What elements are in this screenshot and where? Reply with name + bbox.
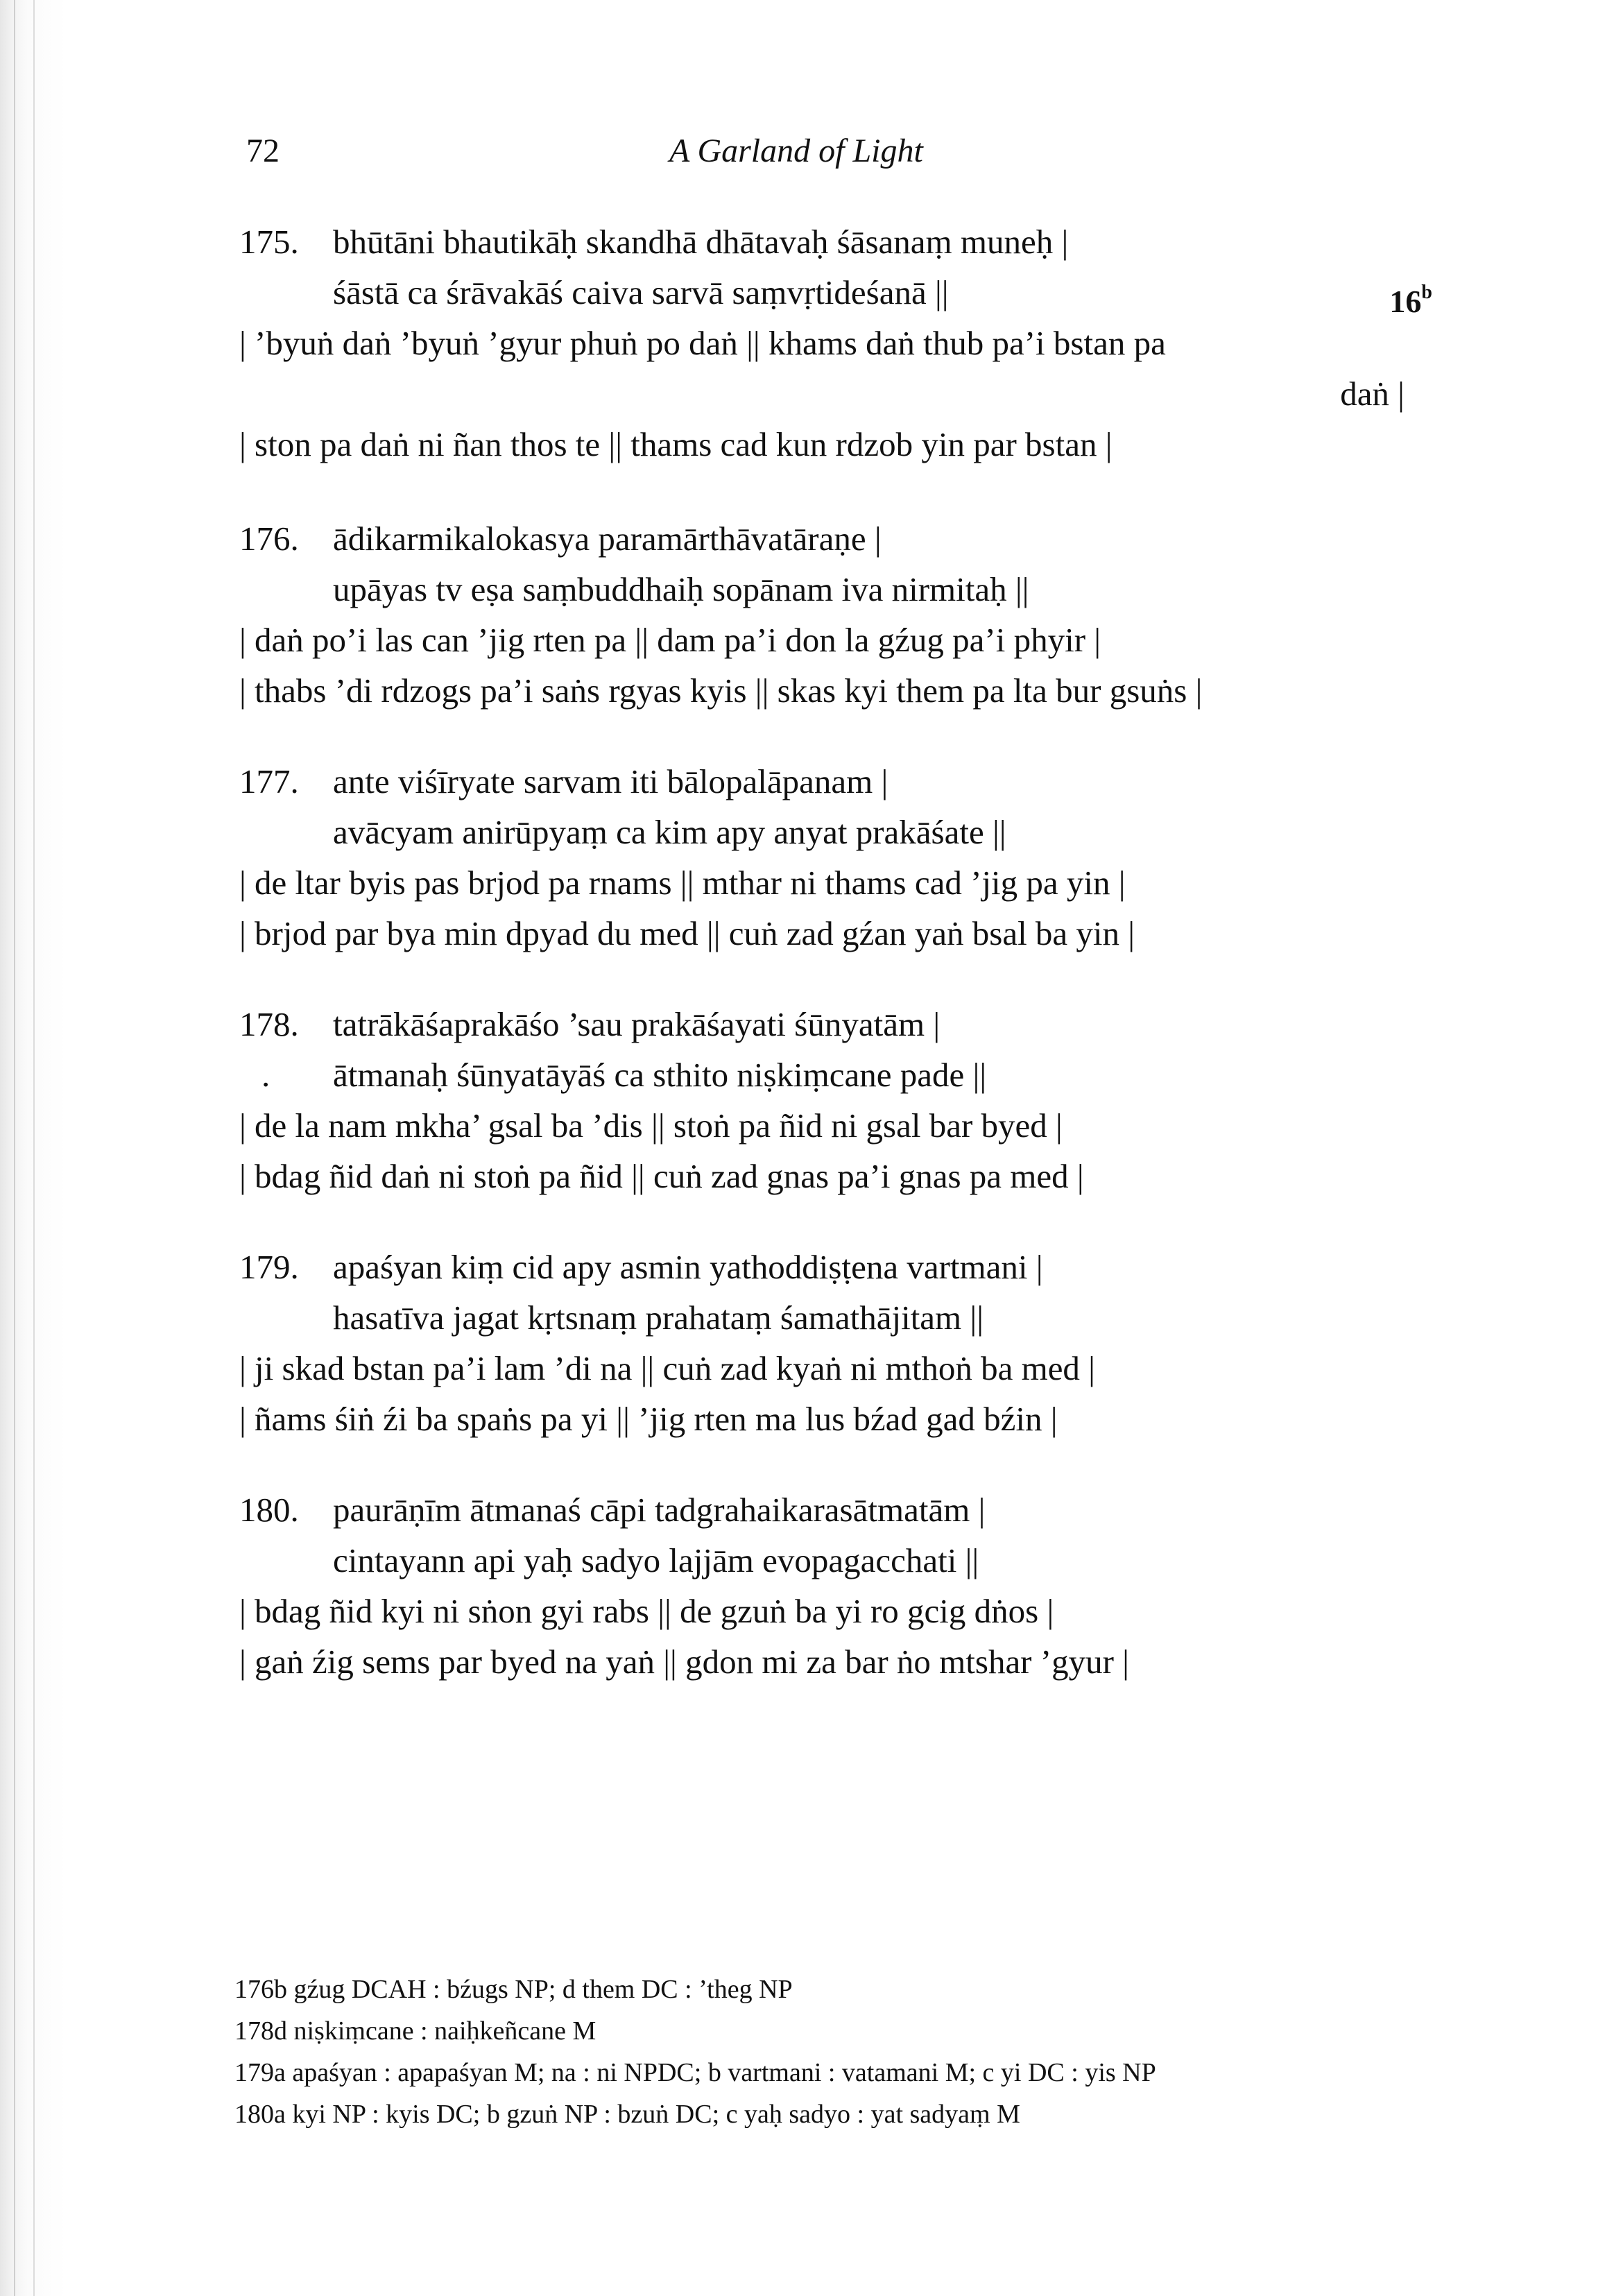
verse-text: | gaṅ źig sems par byed na yaṅ || gdon mi za bar ṅo mtshar ’gyur | — [239, 1643, 1129, 1681]
verse-text: | bdag ñid daṅ ni stoṅ pa ñid || cuṅ zad gnas pa’i gnas pa med | — [239, 1157, 1084, 1195]
verse-176 — [239, 513, 1432, 716]
verse-line — [239, 1636, 1432, 1687]
verse-text: śāstā ca śrāvakāś caiva sarvā saṃvṛtideśanā || — [333, 273, 949, 311]
verse-line — [239, 216, 1432, 267]
verse-line — [239, 1484, 1432, 1535]
verse-177 — [239, 756, 1432, 959]
page-number: 72 — [246, 132, 280, 169]
verse-number: 175. — [239, 223, 299, 261]
verse-number: 178. — [239, 1005, 299, 1043]
verse-text: | ñams śiṅ źi ba spaṅs pa yi || ’jig rten ma lus bźad gad bźin | — [239, 1400, 1058, 1438]
verse-line — [239, 1343, 1432, 1394]
verse-line — [239, 267, 1432, 318]
verse-line — [239, 1100, 1432, 1151]
verse-text: | ston pa daṅ ni ñan thos te || thams cad kun rdzob yin par bstan | — [239, 425, 1113, 463]
verse-line — [239, 318, 1432, 368]
footnote: 179a apaśyan : apapaśyan M; na : ni NPDC; b vartmani : vatamani M; c yi DC : yis NP — [234, 2058, 1156, 2087]
scan-line — [14, 0, 15, 2296]
scan-line — [33, 0, 35, 2296]
critical-apparatus — [234, 1969, 1483, 2135]
folio-side: b — [1421, 282, 1432, 303]
verse-text: daṅ | — [1340, 375, 1405, 413]
verse-text: bhūtāni bhautikāḥ skandhā dhātavaḥ śāsanaṃ muneḥ | — [333, 223, 1069, 261]
verse-line — [239, 665, 1432, 716]
verse-text: tatrākāśaprakāśo ’sau prakāśayati śūnyatām | — [333, 1005, 941, 1043]
verse-text: | ji skad bstan pa’i lam ’di na || cuṅ zad kyaṅ ni mthoṅ ba med | — [239, 1349, 1095, 1387]
verse-175 — [239, 216, 1432, 470]
verse-line — [239, 1394, 1432, 1444]
verse-line — [239, 1292, 1432, 1343]
verse-178 — [239, 999, 1432, 1201]
verse-line — [239, 368, 1432, 419]
verse-text: avācyam anirūpyaṃ ca kim apy anyat prakāśate || — [333, 813, 1006, 851]
verse-line — [239, 1535, 1432, 1586]
verse-number: 179. — [239, 1248, 299, 1286]
verse-number: 176. — [239, 520, 299, 558]
verse-text: | thabs ’di rdzogs pa’i saṅs rgyas kyis || skas kyi them pa lta bur gsuṅs | — [239, 671, 1203, 710]
running-title: A Garland of Light — [669, 132, 923, 169]
verse-line — [239, 756, 1432, 807]
verse-number: 177. — [239, 762, 299, 800]
verse-text: | bdag ñid kyi ni sṅon gyi rabs || de gzuṅ ba yi ro gcig dṅos | — [239, 1592, 1054, 1630]
verse-180 — [239, 1484, 1432, 1687]
verse-line — [239, 564, 1432, 615]
verse-179 — [239, 1242, 1432, 1444]
verse-text: hasatīva jagat kṛtsnaṃ prahataṃ śamathājitam || — [333, 1299, 984, 1337]
folio-number: 16 — [1389, 284, 1422, 319]
verse-line — [239, 513, 1432, 564]
footnote: 178d niṣkiṃcane : naiḥkeñcane M — [234, 2016, 596, 2046]
verse-text: ātmanaḥ śūnyatāyāś ca sthito niṣkiṃcane pade || — [333, 1056, 987, 1094]
footnote: 176b gźug DCAH : bźugs NP; d them DC : ’theg NP — [234, 1975, 793, 2004]
verse-text: | daṅ po’i las can ’jig rten pa || dam pa’i don la gźug pa’i phyir | — [239, 621, 1101, 659]
verse-text: | de ltar byis pas brjod pa rnams || mthar ni thams cad ’jig pa yin | — [239, 864, 1126, 902]
verse-text: paurāṇīm ātmanaś cāpi tadgrahaikarasātmatām | — [333, 1491, 986, 1529]
verse-line — [239, 1586, 1432, 1636]
verse-text: upāyas tv eṣa saṃbuddhaiḥ sopānam iva nirmitaḥ || — [333, 570, 1029, 608]
verse-line — [239, 857, 1432, 908]
verse-line — [239, 999, 1432, 1050]
verse-text: | brjod par bya min dpyad du med || cuṅ zad gźan yaṅ bsal ba yin | — [239, 914, 1135, 952]
stray-mark: . — [261, 1056, 270, 1094]
verse-line — [239, 908, 1432, 959]
verse-line — [239, 419, 1432, 470]
verse-line — [239, 1151, 1432, 1201]
verse-text: | ’byuṅ daṅ ’byuṅ ’gyur phuṅ po daṅ || khams daṅ thub pa’i bstan pa — [239, 324, 1166, 362]
verse-text: cintayann api yaḥ sadyo lajjām evopagacchati || — [333, 1541, 979, 1579]
footnote: 180a kyi NP : kyis DC; b gzuṅ NP : bzuṅ DC; c yaḥ sadyo : yat sadyaṃ M — [234, 2100, 1020, 2129]
verse-line — [239, 1242, 1432, 1292]
verse-text: ante viśīryate sarvam iti bālopalāpanam | — [333, 762, 888, 800]
verse-line — [239, 1050, 1432, 1100]
verse-number: 180. — [239, 1491, 299, 1529]
running-head — [0, 125, 1623, 187]
verse-text: apaśyan kiṃ cid apy asmin yathoddiṣṭena vartmani | — [333, 1248, 1043, 1286]
verse-text: | de la nam mkha’ gsal ba ’dis || stoṅ pa ñid ni gsal bar byed | — [239, 1106, 1063, 1145]
verse-text: ādikarmikalokasya paramārthāvatāraṇe | — [333, 520, 882, 558]
verse-line — [239, 615, 1432, 665]
verse-line — [239, 807, 1432, 857]
